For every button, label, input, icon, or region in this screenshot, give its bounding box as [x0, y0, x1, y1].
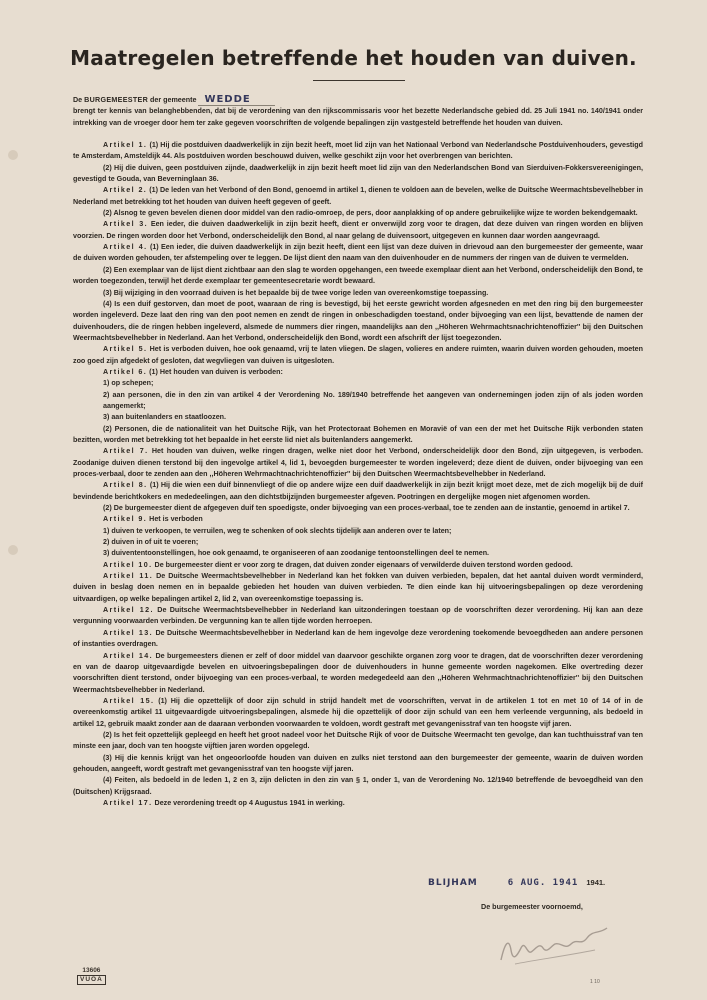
- article-text: De Duitsche Weermachtsbevelhebber in Nederland kan de hem ingevolge deze verordening toekomende bevoegdheden aan andere personen of instanties overdragen.: [73, 628, 643, 649]
- article-paragraph: [73, 242, 643, 265]
- signoff-role: De burgemeester voornoemd,: [481, 902, 583, 911]
- article-subparagraph: [73, 299, 643, 344]
- article-paragraph: [73, 514, 643, 525]
- article-text: De burgemeester dient er voor zorg te dragen, dat duiven zonder eigenaars of verwilderde duiven terstond worden gedood.: [154, 560, 573, 569]
- document-body: [73, 94, 643, 809]
- article-text: (4) Feiten, als bedoeld in de leden 1, 2 en 3, zijn delicten in den zin van § 1, onder 1, van de Verordening No. 12/1940 betreffende de bevoegdheid van den (Duitschen) Krijgsraad.: [73, 776, 643, 796]
- article-text: Het is verboden duiven, hoe ook genaamd, vrij te laten vliegen. De slagen, volieres en andere ruimten, waarin duiven worden gehouden, moeten zoo goed zijn afgedekt of gesloten, dat wegvliegen van duiven is uitgesloten.: [73, 345, 643, 365]
- intro-paragraph: [73, 94, 643, 129]
- article-text: (1) Een ieder, die duiven daadwerkelijk in zijn bezit heeft, dient een lijst van deze duiven in drievoud aan den burgemeester der gemeente, waar de duiven worden gehouden, ter afstempeling over te leggen. De lijst dient den naam van den duivenhouder en de nummers der ringen van de duiven te vermelden.: [73, 243, 643, 263]
- article-paragraph: [73, 628, 643, 651]
- article-label: Artikel 4.: [103, 243, 148, 252]
- article-text: Het houden van duiven, welke ringen dragen, welke niet door het Verbond, onderscheidelijk door den Bond, zijn uitgegeven, is verboden. Zoodanige duiven dienen terstond bij den ingevolge artikel 4, lid 1, bevoegden burgemeester te worden ingeleverd; deze dient de duiven, onder bijvoeging van een proces-verbaal, door te zenden aan den ,,Höheren Wehrmachtnachrichtenoffizier'' bij den Duitschen Weermachtsbevelhebber in Nederland.: [73, 447, 643, 478]
- article-label: Artikel 3.: [103, 220, 148, 229]
- article-paragraph: [73, 651, 643, 696]
- article-list-item: [73, 526, 643, 537]
- article-text: (2) Is het feit opzettelijk gepleegd en heeft het groot nadeel voor het Duitsche Rijk of voor de Duitsche Weermacht ten gevolge, dan kan tuchthuisstraf van ten minste een jaar, doch van ten hoogste vijftien jaren worden opgelegd.: [73, 730, 643, 751]
- article-list-item: [73, 537, 643, 548]
- article-text: (1) De leden van het Verbond of den Bond, genoemd in artikel 1, dienen te voldoen aan de bevelen, welke de Duitsche Weermachtsbevelhebber in Nederland met betrekking tot het houden van duiven heeft gegeven of geeft.: [73, 186, 643, 206]
- article-text: (2) Alsnog te geven bevelen dienen door middel van den radio-omroep, de pers, door aanplakking of op andere gebruikelijke wijze te worden bekendgemaakt.: [103, 209, 638, 218]
- article-label: Artikel 17.: [103, 798, 153, 807]
- article-list-item: [73, 412, 643, 423]
- article-text: 3) duivententoonstellingen, hoe ook genaamd, te organiseeren of aan zoodanige tentoonstellingen deel te nemen.: [103, 549, 490, 558]
- article-subparagraph: [73, 288, 643, 299]
- article-text: (1) Hij die opzettelijk of door zijn schuld in strijd handelt met de voorschriften, vervat in de artikelen 1 tot en met 10 of 14 of in de overeenkomstig artikel 11 uitgevaardigde uitvoeringsbepalingen, alsmede hij die opzettelijk of door zijn schuld van een hem verleende vergunning, als bedoeld in artikel 12, gebruik maakt zonder aan de daaraan verbonden voorwaarden te voldoen, wordt gestraft met gevangenisstraf van ten hoogste vijf jaren.: [73, 696, 643, 728]
- article-text: (3) Bij wijziging in den voorraad duiven is het bepaalde bij de twee vorige leden van overeenkomstige toepassing.: [103, 288, 489, 297]
- article-paragraph: [73, 798, 643, 809]
- articles-list: [73, 140, 643, 809]
- article-text: 2) duiven in of uit te voeren;: [103, 538, 199, 547]
- article-text: 1) duiven te verkoopen, te verruilen, weg te schenken of ook slechts tijdelijk aan anderen over te laten;: [103, 526, 452, 535]
- article-text: 3) aan buitenlanders en staatloozen.: [103, 413, 227, 422]
- intro-burgemeester: BURGEMEESTER: [84, 96, 149, 104]
- article-subparagraph: [73, 753, 643, 776]
- article-text: 1) op schepen;: [103, 379, 154, 388]
- article-list-item: [73, 548, 643, 559]
- title-divider: [313, 80, 405, 81]
- article-text: (1) Het houden van duiven is verboden:: [149, 367, 283, 376]
- article-label: Artikel 12.: [103, 606, 154, 615]
- handwritten-signature: [495, 920, 615, 970]
- article-paragraph: [73, 605, 643, 628]
- article-subparagraph: [73, 424, 643, 447]
- article-text: (2) Een exemplaar van de lijst dient zichtbaar aan den slag te worden opgehangen, een tweede exemplaar dient aan het Verbond, onderscheidelijk den Bond, te worden toegezonden, terwijl het derde exemplaar ter gemeentesecretarie wordt bewaard.: [73, 265, 643, 286]
- article-label: Artikel 9.: [103, 515, 148, 524]
- archive-label: VUOA: [77, 975, 106, 985]
- article-paragraph: [73, 560, 643, 571]
- article-subparagraph: [73, 265, 643, 288]
- article-text: (2) Personen, die de nationaliteit van het Duitsche Rijk, van het Protectoraat Bohemen en Moravië of van een der met het Duitsche Rijk verbonden staten bezitten, worden met betrekking tot het bepaalde in het eerste lid niet als buitenlanders aangemerkt.: [73, 424, 643, 444]
- article-text: (2) De burgemeester dient de afgegeven duif ten spoedigste, onder bijvoeging van een proces-verbaal, toe te zenden aan de instantie, genoemd in artikel 7.: [103, 504, 630, 513]
- article-text: De Duitsche Weermachtsbevelhebber in Nederland kan uitzonderingen toestaan op de voorschriften dezer verordening. Hij kan aan deze vergunning voorwaarden verbinden. De vergunning kan te allen tijde worden herroepen.: [73, 606, 643, 626]
- article-label: Artikel 6.: [103, 367, 148, 376]
- article-paragraph: [73, 367, 643, 378]
- signoff-year: 1941.: [586, 878, 606, 887]
- punch-hole: [8, 545, 18, 555]
- article-label: Artikel 15.: [103, 696, 155, 705]
- article-paragraph: [73, 571, 643, 605]
- article-text: Het is verboden: [149, 515, 203, 524]
- article-text: (3) Hij die kennis krijgt van het ongeoorloofde houden van duiven en zulks niet terstond aan den burgemeester der gemeente, waarin de duiven worden gehouden, aangeeft, wordt gestraft met gevangenisstraf van ten hoogste vijf jaren.: [73, 753, 643, 773]
- article-label: Artikel 7.: [103, 447, 149, 456]
- intro-text: brengt ter kennis van belanghebbenden, dat bij de verordening van den rijkscommissaris voor het bezette Nederlandsche gebied dd. 25 Juli 1941 no. 140/1941 onder intrekking van de vroeger door hem ter zake gegeven voorschriften de volgende bepalingen zijn vastgesteld betreffende het houden van duiven.: [73, 107, 643, 127]
- article-text: (4) Is een duif gestorven, dan moet de poot, waaraan de ring is bevestigd, bij het eerste gewricht worden afgesneden en met den ring bij den burgemeester worden ingeleverd. Deze laat den ring van den poot nemen en zendt de ringen in onbeschadigden toestand, onder bijvoeging van een lijst, bevattende de namen der duivenhouders, die de ringen hebben ingeleverd, alsmede de nummers dier ringen, maandelijks aan den ,,Höheren Wehrmachtsnachrichtenoffizier'' bij den Duitschen Weermachtsbevelhebber in Nederland. Aan het Verbond, onderscheidelijk den Bond, wordt een afschrift der lijst toegezonden.: [73, 299, 643, 342]
- article-text: De burgemeesters dienen er zelf of door middel van daarvoor geschikte organen zorg voor te dragen, dat de voorschriften dezer verordening en van de daarop uitgevaardigde bevelen en uitvoeringsbepalingen door de duivenhouders in hunne gemeente worden nagekomen. Elke overtreding dezer voorschriften dient terstond, onder bijvoeging van een proces-verbaal, te worden medegedeeld aan den ,,Höheren Wehrmachtnachrichtenoffizier'' bij den Duitschen Weermachtsbevelhebber in Nederland.: [73, 651, 643, 694]
- article-text: De Duitsche Weermachtsbevelhebber in Nederland kan het fokken van duiven verbieden, bepalen, dat het aantal duiven wordt verminderd, duiven in beslag doen nemen en in bepaalde gebieden het houden van duiven verbieden. Te dien einde kan hij uitvoeringsbepalingen op deze verordening uitvaardigen, op welke bepalingen artikel 2, lid 2, van overeenkomstige toepassing is.: [73, 572, 644, 603]
- article-subparagraph: [73, 163, 643, 186]
- article-subparagraph: [73, 730, 643, 753]
- article-label: Artikel 8.: [103, 481, 148, 490]
- article-text: (2) Hij die duiven, geen postduiven zijnde, daadwerkelijk in zijn bezit heeft moet lid zijn van den Nederlandschen Bond van Sierduiven-Fokkersvereenigingen, gevestigd te Gouda, van Beverninglaan 36.: [73, 163, 643, 184]
- article-label: Artikel 10.: [103, 560, 153, 569]
- article-label: Artikel 13.: [103, 628, 153, 637]
- article-text: Een ieder, die duiven daadwerkelijk in zijn bezit heeft, dient er onverwijld zorg voor te dragen, dat deze duiven van ringen worden en blijven voorzien. De ringen worden door het Verbond, onderscheidelijk den Bond, al naar gelang de duivensoort, uitgegeven en kunnen daar worden aangevraagd.: [73, 220, 643, 240]
- article-subparagraph: [73, 503, 643, 514]
- article-text: Deze verordening treedt op 4 Augustus 1941 in werking.: [154, 798, 345, 807]
- article-paragraph: [73, 344, 643, 367]
- article-text: (1) Hij die wien een duif binnenvliegt of die op andere wijze een duif daadwerkelijk in zijn bezit krijgt moet deze, met de zich mogelijk bij de duif bevindende berichtkokers en mededeelingen, aan den dichtstbijzijnden burgemeester afgeven. Pootringen en dergelijke mogen niet afgenomen worden.: [73, 481, 644, 501]
- article-list-item: [73, 378, 643, 389]
- municipality-stamp: WEDDE: [198, 94, 274, 106]
- article-label: Artikel 11.: [103, 572, 154, 581]
- article-label: Artikel 2.: [103, 186, 148, 195]
- page-title: Maatregelen betreffende het houden van duiven.: [70, 46, 637, 70]
- article-paragraph: [73, 480, 643, 503]
- article-paragraph: [73, 446, 643, 480]
- signoff-place-date: [428, 878, 638, 888]
- article-paragraph: [73, 185, 643, 208]
- place-stamp: BLIJHAM: [428, 878, 478, 888]
- article-subparagraph: [73, 208, 643, 219]
- article-label: Artikel 1.: [103, 141, 148, 150]
- punch-hole: [8, 150, 18, 160]
- intro-der-gemeente: der gemeente: [150, 96, 197, 104]
- article-label: Artikel 5.: [103, 345, 148, 354]
- intro-prefix: De: [73, 96, 83, 104]
- article-paragraph: [73, 219, 643, 242]
- article-paragraph: [73, 140, 643, 163]
- archive-code: [77, 967, 106, 985]
- article-label: Artikel 14.: [103, 651, 153, 660]
- archive-number: 13606: [82, 967, 101, 974]
- article-text: 2) aan personen, die in den zin van artikel 4 der Verordening No. 189/1940 betreffende het aangeven van ondernemingen joden zijn of als joden worden aangemerkt;: [103, 390, 643, 410]
- page-mark: 1 10: [590, 979, 600, 985]
- date-stamp: 6 AUG. 1941: [507, 878, 579, 888]
- article-list-item: [73, 390, 643, 413]
- article-text: (1) Hij die postduiven daadwerkelijk in zijn bezit heeft, moet lid zijn van het Nationaal Verbond van Nederlandsche Postduivenhouders, gevestigd te Amsterdam, Amsteldijk 44. Als postduiven worden beschouwd duiven, welke geschikt zijn voor het overbrengen van berichten.: [73, 141, 643, 161]
- article-paragraph: [73, 696, 643, 730]
- article-subparagraph: [73, 775, 643, 798]
